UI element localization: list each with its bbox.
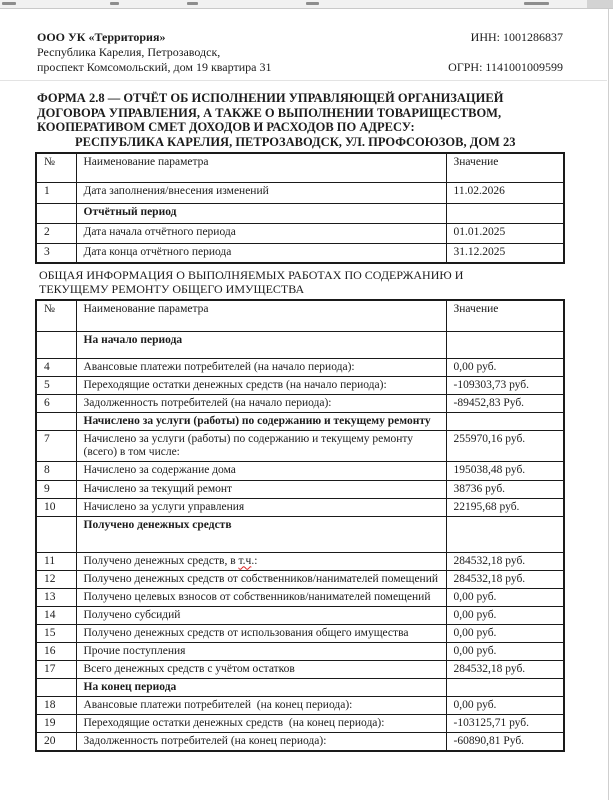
row-number — [36, 516, 76, 552]
parameter-name: Дата конца отчётного периода — [76, 243, 446, 263]
parameter-name: Начислено за услуги управления — [76, 498, 446, 516]
row-number: 11 — [36, 552, 76, 570]
parameter-name: Получено денежных средств от собственников/нанимателей помещений — [76, 570, 446, 588]
parameter-value: 195038,48 руб. — [446, 461, 564, 480]
parameter-value: 11.02.2026 — [446, 182, 564, 203]
works-info-table — [35, 299, 565, 752]
row-number: 7 — [36, 430, 76, 461]
parameter-name: Прочие поступления — [76, 642, 446, 660]
row-number: 13 — [36, 588, 76, 606]
row-number: 14 — [36, 606, 76, 624]
table-row — [36, 624, 564, 642]
row-number: 6 — [36, 394, 76, 412]
row-number: 2 — [36, 223, 76, 243]
parameter-value: 0,00 руб. — [446, 642, 564, 660]
text-fragment — [2, 2, 16, 5]
parameter-value: 0,00 руб. — [446, 606, 564, 624]
parameter-name: Авансовые платежи потребителей (на конец периода): — [76, 696, 446, 714]
parameter-name: Задолженность потребителей (на начало периода): — [76, 394, 446, 412]
table-row — [36, 498, 564, 516]
title-line: ТЕКУЩЕМУ РЕМОНТУ ОБЩЕГО ИМУЩЕСТВА — [39, 282, 305, 296]
company-name: ООО УК «Территория» — [37, 30, 166, 44]
parameter-value — [446, 678, 564, 696]
spacer — [448, 45, 563, 60]
row-number: 17 — [36, 660, 76, 678]
document-body — [0, 9, 607, 752]
parameter-value: 38736 руб. — [446, 480, 564, 498]
table-row — [36, 182, 564, 203]
table-row — [36, 480, 564, 498]
section-row — [36, 331, 564, 358]
page-right-border — [608, 9, 609, 800]
table-row — [36, 394, 564, 412]
parameter-name: Получено денежных средств, в т.ч.: — [76, 552, 446, 570]
parameter-name: Задолженность потребителей (на конец периода): — [76, 732, 446, 751]
section-row — [36, 678, 564, 696]
column-header: № — [36, 300, 76, 331]
parameter-name: Переходящие остатки денежных средств (на конец периода): — [76, 714, 446, 732]
row-number — [36, 678, 76, 696]
row-number: 15 — [36, 624, 76, 642]
column-header: Значение — [446, 300, 564, 331]
row-number — [36, 203, 76, 223]
text-fragment — [110, 2, 119, 5]
section-row — [36, 203, 564, 223]
column-header: № — [36, 153, 76, 182]
parameter-name: Отчётный период — [76, 203, 446, 223]
table-header-row — [36, 153, 564, 182]
company-address-line1: Республика Карелия, Петрозаводск, — [37, 45, 221, 59]
form-title-address: РЕСПУБЛИКА КАРЕЛИЯ, ПЕТРОЗАВОДСК, УЛ. ПРОФСОЮЗОВ, ДОМ 23 — [75, 134, 516, 149]
parameter-value: 284532,18 руб. — [446, 570, 564, 588]
text-fragment — [187, 2, 198, 5]
table-row — [36, 223, 564, 243]
column-header: Наименование параметра — [76, 153, 446, 182]
text-fragment — [524, 2, 549, 5]
table-row — [36, 696, 564, 714]
row-number: 20 — [36, 732, 76, 751]
form-title — [37, 91, 579, 135]
company-address-line2: проспект Комсомольский, дом 19 квартира 31 — [37, 60, 272, 74]
row-number: 5 — [36, 376, 76, 394]
row-number: 8 — [36, 461, 76, 480]
table-row — [36, 660, 564, 678]
parameter-name: Авансовые платежи потребителей (на начало периода): — [76, 358, 446, 376]
table-header-row — [36, 300, 564, 331]
company-block — [37, 30, 271, 75]
parameter-name: На конец периода — [76, 678, 446, 696]
parameter-value — [446, 331, 564, 358]
row-number: 1 — [36, 182, 76, 203]
table-row — [36, 588, 564, 606]
parameter-value — [446, 516, 564, 552]
parameter-value: -60890,81 Руб. — [446, 732, 564, 751]
table-row — [36, 243, 564, 263]
parameter-value: 31.12.2025 — [446, 243, 564, 263]
row-number: 18 — [36, 696, 76, 714]
letterhead — [37, 30, 563, 75]
parameter-name: Переходящие остатки денежных средств (на начало периода): — [76, 376, 446, 394]
text-fragment — [306, 2, 319, 5]
parameter-value: 01.01.2025 — [446, 223, 564, 243]
ogrn-value: ОГРН: 1141001009599 — [448, 60, 563, 74]
parameter-name: Начислено за услуги (работы) по содержанию и текущему ремонту — [76, 412, 446, 430]
parameter-value: 22195,68 руб. — [446, 498, 564, 516]
parameter-value: -103125,71 руб. — [446, 714, 564, 732]
parameter-name: Дата заполнения/внесения изменений — [76, 182, 446, 203]
clipped-chrome-strip — [0, 0, 613, 9]
chrome-strip-right-segment — [587, 0, 613, 8]
row-number: 12 — [36, 570, 76, 588]
divider-line — [0, 80, 607, 81]
parameter-value — [446, 203, 564, 223]
registration-block — [448, 30, 563, 75]
table-row — [36, 570, 564, 588]
parameter-value: 0,00 руб. — [446, 588, 564, 606]
parameter-value: -109303,73 руб. — [446, 376, 564, 394]
parameter-value: 255970,16 руб. — [446, 430, 564, 461]
section-title — [39, 268, 579, 296]
section-row — [36, 412, 564, 430]
row-number: 3 — [36, 243, 76, 263]
parameter-value: 284532,18 руб. — [446, 552, 564, 570]
row-number — [36, 412, 76, 430]
parameter-name: Дата начала отчётного периода — [76, 223, 446, 243]
parameter-name: На начало периода — [76, 331, 446, 358]
title-line: ДОГОВОРА УПРАВЛЕНИЯ, А ТАКЖЕ О ВЫПОЛНЕНИИ ТОВАРИЩЕСТВОМ, — [37, 105, 502, 120]
table-row — [36, 606, 564, 624]
parameter-name: Получено денежных средств от использования общего имущества — [76, 624, 446, 642]
parameter-name: Получено целевых взносов от собственников/нанимателей помещений — [76, 588, 446, 606]
title-line: ФОРМА 2.8 — ОТЧЁТ ОБ ИСПОЛНЕНИИ УПРАВЛЯЮЩЕЙ ОРГАНИЗАЦИЕЙ — [37, 91, 504, 105]
parameter-name: Всего денежных средств с учётом остатков — [76, 660, 446, 678]
table-row — [36, 376, 564, 394]
parameter-name: Получено денежных средств — [76, 516, 446, 552]
spellcheck-underline: т.ч — [238, 554, 252, 567]
column-header: Наименование параметра — [76, 300, 446, 331]
inn-value: ИНН: 1001286837 — [470, 30, 563, 44]
parameter-value: 0,00 руб. — [446, 696, 564, 714]
table-row — [36, 461, 564, 480]
row-number: 16 — [36, 642, 76, 660]
row-number: 10 — [36, 498, 76, 516]
report-dates-table — [35, 152, 565, 264]
parameter-name: Начислено за содержание дома — [76, 461, 446, 480]
column-header: Значение — [446, 153, 564, 182]
title-line: ОБЩАЯ ИНФОРМАЦИЯ О ВЫПОЛНЯЕМЫХ РАБОТАХ ПО СОДЕРЖАНИЮ И — [39, 268, 464, 282]
table-row — [36, 714, 564, 732]
row-number: 19 — [36, 714, 76, 732]
table-row — [36, 642, 564, 660]
parameter-value — [446, 412, 564, 430]
table-row — [36, 358, 564, 376]
table-row — [36, 430, 564, 461]
title-line: КООПЕРАТИВОМ СМЕТ ДОХОДОВ И РАСХОДОВ ПО АДРЕСУ: — [37, 120, 415, 134]
section-row — [36, 516, 564, 552]
parameter-value: 0,00 руб. — [446, 358, 564, 376]
parameter-name: Начислено за услуги (работы) по содержанию и текущему ремонту (всего) в том числе: — [76, 430, 446, 461]
row-number — [36, 331, 76, 358]
row-number: 9 — [36, 480, 76, 498]
parameter-name: Получено субсидий — [76, 606, 446, 624]
parameter-value: 284532,18 руб. — [446, 660, 564, 678]
table-row — [36, 732, 564, 751]
parameter-name: Начислено за текущий ремонт — [76, 480, 446, 498]
table-row — [36, 552, 564, 570]
row-number: 4 — [36, 358, 76, 376]
parameter-value: -89452,83 Руб. — [446, 394, 564, 412]
parameter-value: 0,00 руб. — [446, 624, 564, 642]
